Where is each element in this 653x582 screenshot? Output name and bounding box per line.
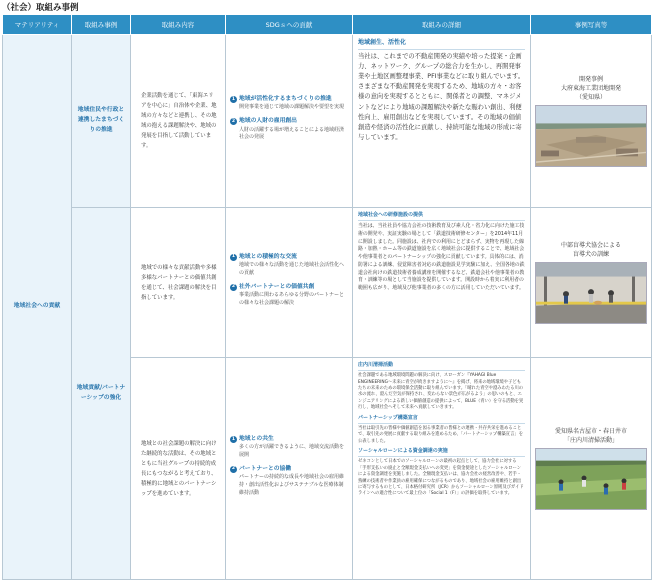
number-badge: 2 [231, 284, 236, 290]
sdg-description: パートナーの持続的な成長や地域社会の雇用維持・創出活性化およびサステナブルな医療体制維持活動 [239, 474, 345, 496]
header-sdgs: SDGｓへの貢献 [226, 15, 353, 35]
effort-cell: 企業活動を通じて、「東海エリアを中心に」自治体や企業、地域の方々などと連携し、その地域の抱える課題解決や、地域の発展を目指して活動しています。 [131, 35, 226, 208]
header-detail: 取組みの詳細 [353, 15, 531, 35]
materiality-cell: 地域社会への貢献 [3, 35, 72, 580]
sdg-item [230, 95, 348, 112]
case-cell: 地域住民や行政と連携したまちづくりの推進 [72, 35, 131, 208]
sdg-item [230, 117, 348, 142]
detail-text: ゼネコンとして日本でのソーシャルローンの最初の起点として、協力会社に対する「手形支払いの廃止と全額現金支払いへの変更」を資金使途としたソーシャルローンによる資金調達を実施しました。全額現金支払いは、協力会社の経営改善や、若手・熟練の技術者や作業員の雇用確保につながるものであり、地域社会の雇用維持と創出に寄与するものとして、日本格付研究所（JCR）からソーシャルローン原則及びガイドラインへの適合性について最上位の「Social 1（F）」の評価を取得しています。 [358, 459, 524, 497]
sdg-title: 地域が活性化するまちづくりの推進 [239, 95, 332, 102]
sdg-description: 事業活動に関わるあらゆる分野のパートナーとの様々な社会課題の解決 [239, 291, 345, 306]
case-cell: 地域貢献/パートナーシップの強化 [72, 208, 131, 580]
sdg-title: パートナーとの協働 [239, 465, 292, 472]
number-badge: 2 [231, 466, 236, 472]
detail-cell [353, 35, 531, 208]
detail-text: 当社は、これまでの不動産開発の実績や培った提案・企画力、ネットワーク、グループの総合力を生かし、再開発事業や土地区画整理事業、PFI事業などに取り組んでいます。さまざまな不動産開発を実現するため、地域の方々・お客様の意向を実現するとともに、関係者との調整、マネジメントなどにより地域の課題解決や新たな賑わい創出、利便性向上、雇用創出などを実現しています。その地域の価値創造や経済の活性化に貢献し、持続可能な地域の形成に寄与しています。 [358, 52, 525, 142]
sdg-item [230, 465, 348, 498]
number-badge: 1 [231, 254, 236, 260]
sdgs-cell [226, 358, 353, 580]
detail-heading: ソーシャルローンによる資金調達の実施 [358, 447, 525, 457]
detail-cell [353, 358, 531, 580]
detail-text: 当社は、当社社員や協力会社の技術教育及び素人化・省力化に向けた施工技術の開発や、実証実験の場として「鉄道技術研修センター」を2014年11月に開設しました。同施設は、社内での利用にとどまらず、実物を再現した線路・加熱・ホーム等の鉄道施設を広く地域社会に提供することで、地域社会や他事業者とのパートナーシップの強化に貢献しています。具体的には、消防署による訓練、侵覚障害者対応の鉄道施設見学実験に加え、全国各地の鉄道会社向けの鉄道技術者養成講座を開催するなど、鉄道会社や他事業者の教育・訓練等の場として当施設を提供しています。開設時から着実に利用者の範囲も広がり、地域及び他事業者の多くの方に活用していただいています。 [358, 223, 525, 292]
sdg-title: 地域の人財の雇用創出 [239, 118, 297, 125]
effort-cell: 地域との社会課題の解決に向けた継続的な活動は、その地域とともに当社グループの持続的成長にもつながると考えており、積極的に地域とのパートナーシップを進めています。 [131, 358, 226, 580]
sdg-item [230, 253, 348, 278]
photo-caption: 愛知県名古屋市・春日井市 「庄内川清掃活動」 [554, 427, 627, 444]
sdg-title: 社外パートナーとの価値共創 [239, 283, 315, 290]
page-title: （社会）取組み事例 [2, 3, 79, 13]
detail-heading: 地域社会への研修施設の提供 [358, 211, 525, 221]
sdg-description: 開発事業を通じて地域の課題解決や要望を実現 [239, 104, 345, 111]
detail-heading: 地域創生、活性化 [358, 38, 525, 50]
sdg-description: 地域での様々な活動を通じた地域社会活性化への貢献 [239, 262, 345, 276]
detail-text: 当社は取引先の皆様や価値創造を図る事業者の皆様との連携・共存共栄を進めることで、取引先の発展に貢献する取り組みを進めるため、「パートナーシップ構築宣言」を公表しました。 [358, 425, 523, 444]
sdgs-cell [226, 208, 353, 358]
photo-cell [531, 35, 652, 208]
detail-cell [353, 208, 531, 358]
sdg-title: 地域との共生 [239, 435, 274, 442]
detail-text: 社会課題である地域環境問題の解決に向け、スローガン『YAHAGI Blue ENGINEERING～未来に青空が続きますように～』を掲げ、将来の地域環境や子どもたちの未来のための環境保全活動に取り組んでいます。「晴れた青空や澄みわたる川の水の流れ、澄んだ空気が保持され、変わらない景色が広がるよう」の思いのもと、エンジニアリングによる新しい価値創造の提供によって、BLUE（青い）を守る活動を実行し、地域社会へそして未来へ貢献していきます。 [358, 373, 524, 411]
table-row [3, 208, 652, 358]
sdgs-cell [226, 35, 353, 208]
initiatives-table [2, 14, 652, 580]
detail-heading: 庄内川清掃活動 [358, 361, 525, 371]
photo-cell [531, 208, 652, 358]
sdg-title: 地域との積極的な交流 [239, 253, 297, 260]
header-photo: 事例写真等 [531, 15, 652, 35]
railway-platform-photo [535, 262, 647, 324]
photo-caption: 中部盲導犬協会による 盲導犬の訓練 [560, 241, 621, 258]
sdg-item [230, 435, 348, 460]
number-badge: 2 [231, 118, 236, 124]
photo-caption: 開発事例 大府東海工業団地開発 （愛知県） [560, 75, 621, 102]
sdg-description: 人財の活躍する場が増えることによる地域経済社会の発展 [239, 126, 345, 141]
table-header-row [3, 15, 652, 35]
construction-site-photo [535, 105, 647, 167]
riverside-cleanup-photo [535, 448, 647, 510]
effort-cell: 地域での様々な貢献活動や多様多様なパートナーとの価値共創を通じて、社会課題の解決を目指しています。 [131, 208, 226, 358]
number-badge: 1 [231, 96, 236, 102]
table-row [3, 35, 652, 208]
detail-heading: パートナーシップ構築宣言 [358, 414, 525, 424]
header-case: 取組み事例 [72, 15, 131, 35]
number-badge: 1 [231, 436, 236, 442]
sdg-description: 多くの方が活躍できるように、地域交流活動を展開 [239, 444, 345, 458]
sdg-item [230, 283, 348, 308]
header-effort: 取組み内容 [131, 15, 226, 35]
photo-cell [531, 358, 652, 580]
header-materiality: マテリアリティ [3, 15, 72, 35]
